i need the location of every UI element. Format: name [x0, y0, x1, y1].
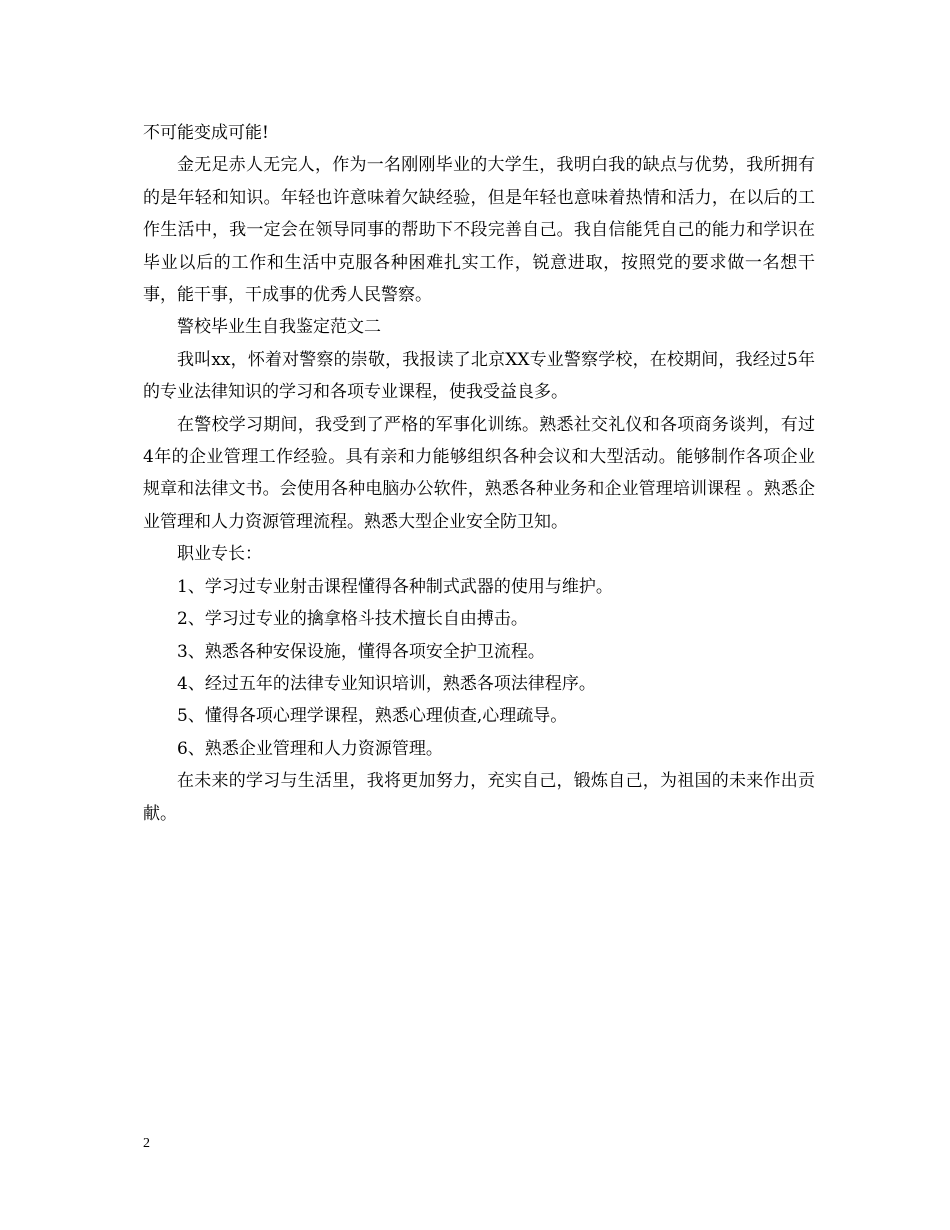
list-item-4: 4、经过五年的法律专业知识培训，熟悉各项法律程序。 [177, 673, 596, 694]
paragraph-2: 金无足赤人无完人，作为一名刚刚毕业的大学生，我明白我的缺点与优势，我所拥有的是年轻和知识。年轻也许意味着欠缺经验，但是年轻也意味着热情和活力，在以后的工作生活中，我一定会在领导同事的帮助下不段完善自己。我自信能凭自己的能力和学识在毕业以后的工作和生活中克服各种困难扎实工作，锐意进取，按照党的要求做一名想干事，能干事，干成事的优秀人民警察。 [143, 155, 815, 306]
list-item-3: 3、熟悉各种安保设施，懂得各项安全护卫流程。 [177, 641, 545, 662]
closing-paragraph: 在未来的学习与生活里，我将更加努力，充实自己，锻炼自己，为祖国的未来作出贡献。 [143, 771, 815, 824]
list-item-5: 5、懂得各项心理学课程，熟悉心理侦查,心理疏导。 [177, 706, 568, 727]
page-number: 2 [143, 1136, 150, 1151]
paragraph-4: 我叫xx，怀着对警察的崇敬，我报读了北京XX专业警察学校，在校期间，我经过5年的专业法律知识的学习和各项专业课程，使我受益良多。 [143, 349, 815, 403]
list-heading: 职业专长： [177, 544, 262, 565]
list-item-1: 1、学习过专业射击课程懂得各种制式武器的使用与维护。 [177, 576, 613, 597]
paragraph-5: 在警校学习期间，我受到了严格的军事化训练。熟悉社交礼仪和各项商务谈判，有过4年的企业管理工作经验。具有亲和力能够组织各种会议和大型活动。能够制作各项企业规章和法律文书。会使用各种电脑办公软件，熟悉各种业务和企业管理培训课程 。熟悉企业管理和人力资源管理流程。熟悉大型企业安全防卫知。 [143, 414, 815, 532]
section-heading: 警校毕业生自我鉴定范文二 [177, 317, 381, 338]
paragraph-1: 不可能变成可能! [143, 123, 269, 143]
document-body [143, 117, 815, 830]
list-item-2: 2、学习过专业的擒拿格斗技术擅长自由搏击。 [177, 609, 528, 630]
list-item-6: 6、熟悉企业管理和人力资源管理。 [177, 738, 443, 759]
